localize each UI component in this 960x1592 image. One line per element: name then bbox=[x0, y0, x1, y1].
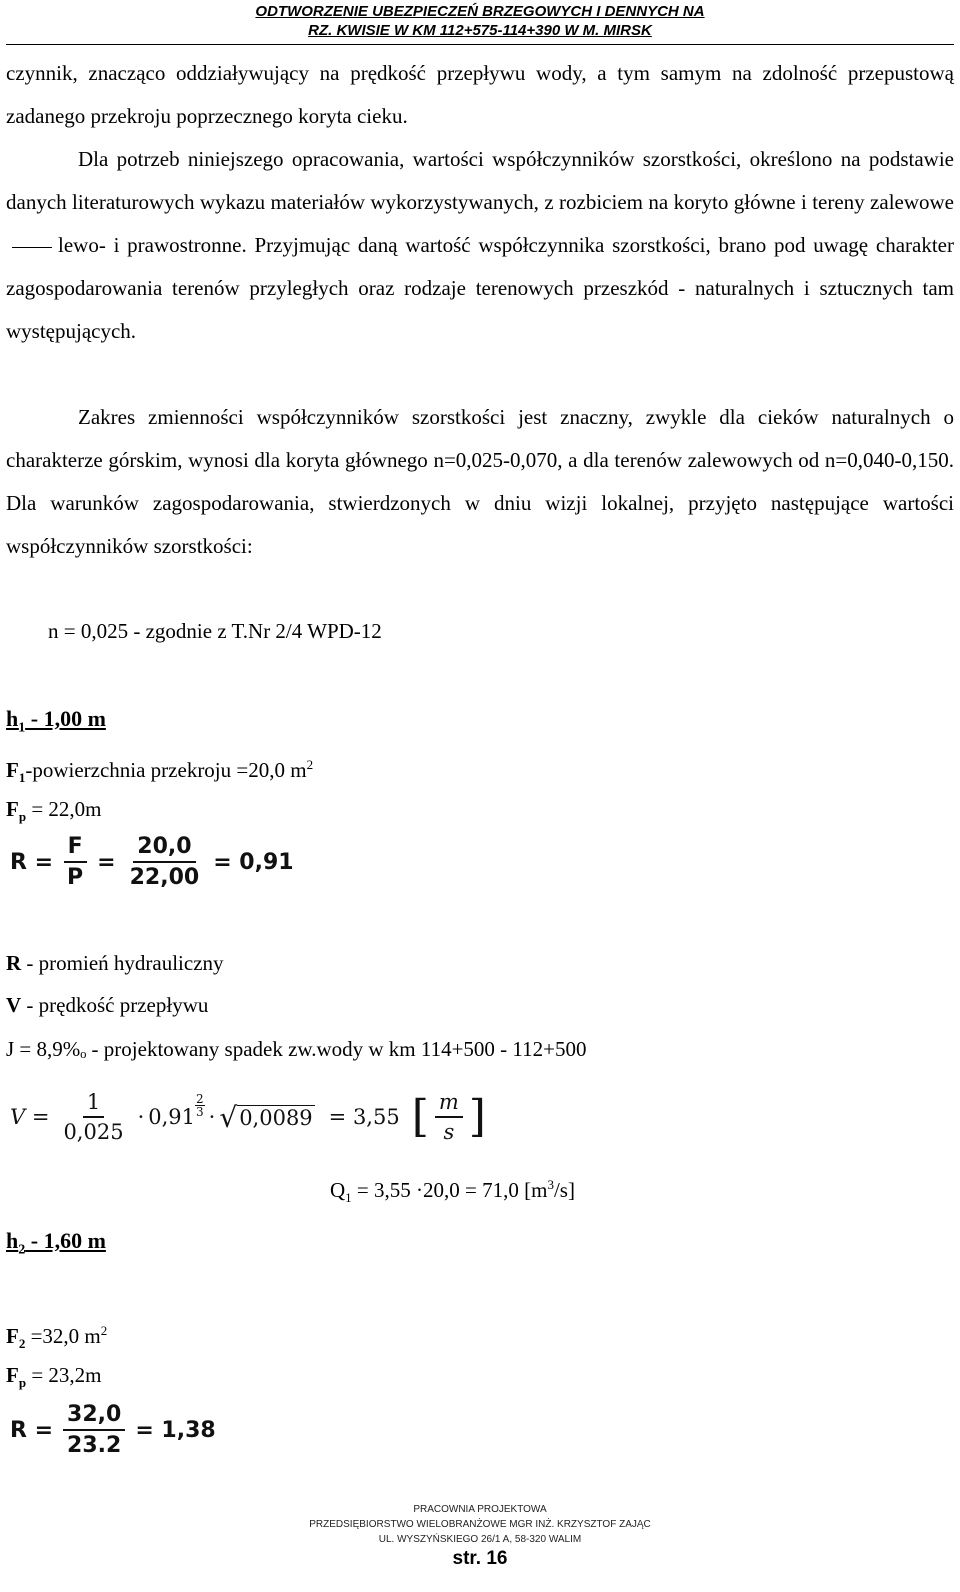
footer-line-2: PRZEDSIĘBIORSTWO WIELOBRANŻOWE MGR INŻ. KRZYSZTOF ZAJĄC bbox=[309, 1519, 651, 1530]
page-footer bbox=[0, 1502, 960, 1571]
roughness-value: n = 0,025 - zgodnie z T.Nr 2/4 WPD-12 bbox=[48, 619, 382, 643]
discharge-line: $Q_1 = 3,55 \cdot 20,0 = 71,0$ $[m^3/s]$ bbox=[330, 1177, 575, 1206]
section-2-perimeter: $F_p = 23,2m$ bbox=[6, 1363, 102, 1391]
slope-line: J = 8,9%ₒ - projektowany spadek zw.wody w km 114+500 - 112+500 bbox=[6, 1037, 587, 1061]
page-number: str. 16 bbox=[452, 1548, 508, 1569]
header-rule bbox=[6, 44, 954, 45]
section-2-heading: $h_2 - 1,60$ m bbox=[6, 1228, 106, 1258]
velocity-formula: V = $\frac{1}{0,025}$ · 0,91 $\frac{2}{3}$ · √ 0,0089 = 3,55 [ $\frac{m}{s}$ ] bbox=[10, 1090, 486, 1144]
section-2-radius-formula: R = $\frac{32,0}{23.2}$ = 1,38 bbox=[10, 1402, 216, 1458]
paragraph-1: czynnik, znacząco oddziaływujący na prędkość przepływu wody, a tym samym na zdolność przepustową zadanego przekroju poprzecznego koryta cieku. bbox=[6, 61, 954, 128]
em-dash-line bbox=[12, 247, 52, 248]
definition-V: V - prędkość przepływu bbox=[6, 993, 209, 1017]
section-1-heading: $h_1 - 1,00$ m bbox=[6, 706, 106, 736]
header-line-2: RZ. KWISIE W KM 112+575-114+390 W M. MIRSK bbox=[308, 22, 652, 39]
paragraph-2-part-a: Dla potrzeb niniejszego opracowania, wartości współczynników szorstkości, określono na podstawie danych literaturowych wykazu materiałów wykorzystywanych, z rozbiciem na koryto główne i tereny zalewowe bbox=[6, 147, 954, 214]
paragraph-2 bbox=[6, 138, 954, 353]
paragraph-3-text: Zakres zmienności współczynników szorstkości jest znaczny, zwykle dla cieków naturalnych o charakterze górskim, wynosi dla koryta głównego n=0,025-0,070, a dla terenów zalewowych od n=0,040-0,150. Dla warunków zagospodarowania, stwierdzonych w dniu wizji lokalnej, przyjęto następujące wartości współczynników szorstkości: bbox=[6, 405, 954, 558]
section-1-area: $F_1$-powierzchnia przekroju =20,0 $m^2$ bbox=[6, 757, 314, 786]
section-2-area: $F_2 =32,0$ $m^2$ bbox=[6, 1323, 108, 1352]
paragraph-2-part-b: lewo- i prawostronne. Przyjmując daną wartość współczynnika szorstkości, brano pod uwagę charakter zagospodarowania terenów przyległych oraz rodzaje terenowych przeszkód - naturalnych i sztucznych tam występujących. bbox=[6, 233, 954, 343]
footer-line-1: PRACOWNIA PROJEKTOWA bbox=[413, 1504, 547, 1515]
section-1-radius-formula: R = $\frac{F}{P}$ = $\frac{20,0}{22,00}$ = 0,91 bbox=[10, 834, 294, 890]
definition-R: R - promień hydrauliczny bbox=[6, 951, 224, 975]
footer-line-3: UL. WYSZYŃSKIEGO 26/1 A, 58-320 WALIM bbox=[378, 1534, 582, 1545]
header-line-1: ODTWORZENIE UBEZPIECZEŃ BRZEGOWYCH I DENNYCH NA bbox=[255, 3, 705, 20]
document-header bbox=[0, 2, 960, 40]
paragraph-3 bbox=[6, 396, 954, 568]
section-1-perimeter: $F_p = 22,0m$ bbox=[6, 797, 102, 825]
